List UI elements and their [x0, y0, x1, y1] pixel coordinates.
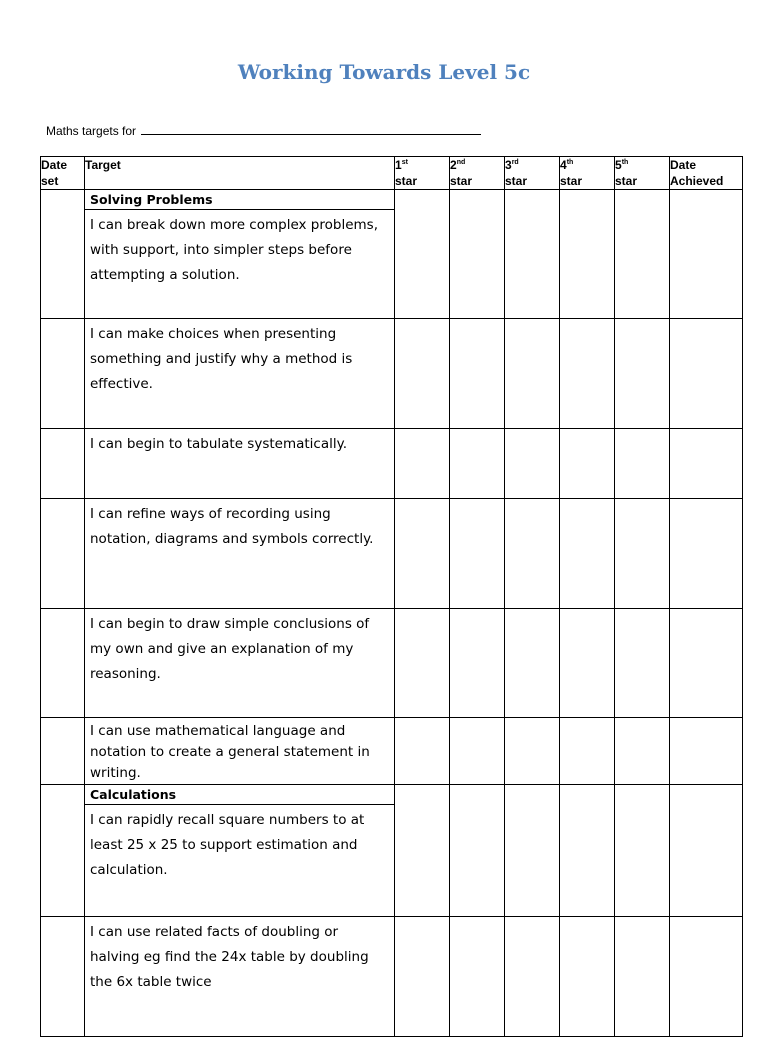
star-1-cell[interactable]	[395, 190, 450, 319]
table-row	[41, 499, 743, 609]
date-achieved-cell[interactable]	[670, 785, 743, 917]
date-achieved-cell[interactable]	[670, 609, 743, 718]
star-4-cell[interactable]	[560, 785, 615, 917]
page-title: Working Towards Level 5c	[237, 60, 531, 84]
section-heading-calculations: Calculations	[85, 785, 394, 805]
star-4-cell[interactable]	[560, 319, 615, 429]
target-cell	[85, 190, 395, 319]
target-cell	[85, 917, 395, 1037]
star-2-cell[interactable]	[450, 429, 505, 499]
header-star-2: 2nd star	[450, 157, 505, 190]
header-star-3: 3rd star	[505, 157, 560, 190]
star-2-cell[interactable]	[450, 718, 505, 785]
date-achieved-cell[interactable]	[670, 917, 743, 1037]
date-achieved-cell[interactable]	[670, 319, 743, 429]
star-2-cell[interactable]	[450, 319, 505, 429]
star-2-cell[interactable]	[450, 917, 505, 1037]
table-row	[41, 429, 743, 499]
star-3-cell[interactable]	[505, 609, 560, 718]
target-text: I can use related facts of doubling or halving eg find the 24x table by doubling the 6x table twice	[90, 924, 369, 990]
date-set-cell[interactable]	[41, 499, 85, 609]
star-5-cell[interactable]	[615, 190, 670, 319]
header-date-set: Date set	[41, 157, 85, 190]
header-date-achieved: Date Achieved	[670, 157, 743, 190]
star-1-cell[interactable]	[395, 429, 450, 499]
star-5-cell[interactable]	[615, 319, 670, 429]
target-cell	[85, 785, 395, 917]
star-3-cell[interactable]	[505, 429, 560, 499]
star-1-cell[interactable]	[395, 609, 450, 718]
date-achieved-cell[interactable]	[670, 190, 743, 319]
star-1-cell[interactable]	[395, 785, 450, 917]
table-row	[41, 718, 743, 785]
date-set-cell[interactable]	[41, 190, 85, 319]
maths-targets-line	[46, 123, 481, 138]
date-set-cell[interactable]	[41, 785, 85, 917]
star-2-cell[interactable]	[450, 785, 505, 917]
targets-table	[40, 156, 743, 1037]
star-3-cell[interactable]	[505, 785, 560, 917]
target-cell	[85, 319, 395, 429]
target-text: I can rapidly recall square numbers to at least 25 x 25 to support estimation and calculation.	[90, 812, 365, 878]
star-5-cell[interactable]	[615, 499, 670, 609]
header-row	[41, 157, 743, 190]
star-3-cell[interactable]	[505, 499, 560, 609]
target-text: I can refine ways of recording using notation, diagrams and symbols correctly.	[90, 506, 374, 547]
star-5-cell[interactable]	[615, 718, 670, 785]
star-1-cell[interactable]	[395, 917, 450, 1037]
target-text: I can use mathematical language and notation to create a general statement in writing.	[90, 723, 370, 781]
table-row	[41, 190, 743, 319]
header-target: Target	[85, 157, 395, 190]
name-blank-line[interactable]	[141, 123, 481, 135]
header-star-4: 4th star	[560, 157, 615, 190]
star-3-cell[interactable]	[505, 917, 560, 1037]
header-star-5: 5th star	[615, 157, 670, 190]
star-1-cell[interactable]	[395, 718, 450, 785]
star-3-cell[interactable]	[505, 718, 560, 785]
target-cell	[85, 499, 395, 609]
target-text: I can break down more complex problems, with support, into simpler steps before attempting a solution.	[90, 217, 378, 283]
target-cell	[85, 429, 395, 499]
star-1-cell[interactable]	[395, 319, 450, 429]
table-row	[41, 319, 743, 429]
star-4-cell[interactable]	[560, 429, 615, 499]
target-text: I can make choices when presenting something and justify why a method is effective.	[90, 326, 353, 392]
star-5-cell[interactable]	[615, 785, 670, 917]
star-5-cell[interactable]	[615, 917, 670, 1037]
maths-targets-label: Maths targets for	[46, 124, 137, 138]
star-4-cell[interactable]	[560, 917, 615, 1037]
star-1-cell[interactable]	[395, 499, 450, 609]
date-set-cell[interactable]	[41, 319, 85, 429]
star-4-cell[interactable]	[560, 190, 615, 319]
date-set-cell[interactable]	[41, 429, 85, 499]
date-achieved-cell[interactable]	[670, 718, 743, 785]
star-3-cell[interactable]	[505, 190, 560, 319]
table-row	[41, 609, 743, 718]
date-achieved-cell[interactable]	[670, 499, 743, 609]
star-2-cell[interactable]	[450, 609, 505, 718]
section-heading-solving-problems: Solving Problems	[85, 190, 394, 210]
date-set-cell[interactable]	[41, 917, 85, 1037]
table-row	[41, 785, 743, 917]
star-5-cell[interactable]	[615, 609, 670, 718]
date-achieved-cell[interactable]	[670, 429, 743, 499]
target-text: I can begin to draw simple conclusions of my own and give an explanation of my reasoning.	[90, 616, 370, 682]
star-4-cell[interactable]	[560, 499, 615, 609]
star-4-cell[interactable]	[560, 718, 615, 785]
star-2-cell[interactable]	[450, 190, 505, 319]
date-set-cell[interactable]	[41, 718, 85, 785]
target-text: I can begin to tabulate systematically.	[90, 436, 347, 452]
date-set-cell[interactable]	[41, 609, 85, 718]
star-3-cell[interactable]	[505, 319, 560, 429]
star-2-cell[interactable]	[450, 499, 505, 609]
star-4-cell[interactable]	[560, 609, 615, 718]
star-5-cell[interactable]	[615, 429, 670, 499]
target-cell	[85, 609, 395, 718]
header-star-1: 1st star	[395, 157, 450, 190]
target-cell	[85, 718, 395, 785]
table-row	[41, 917, 743, 1037]
